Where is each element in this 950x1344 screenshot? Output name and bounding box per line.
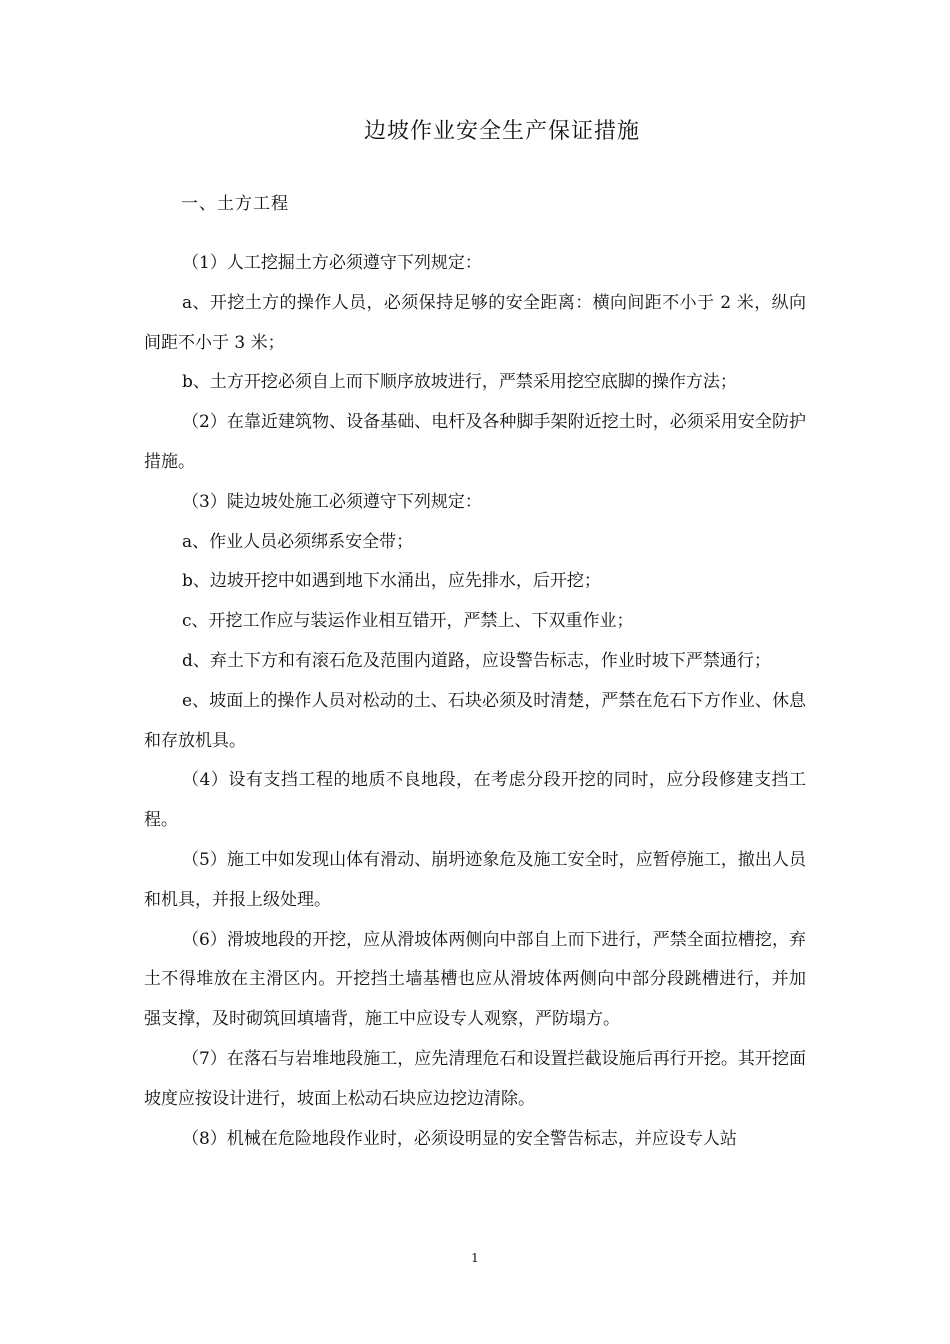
- paragraph-5: （5）施工中如发现山体有滑动、崩坍迹象危及施工安全时，应暂停施工，撤出人员和机具，并报上级处理。: [144, 849, 806, 910]
- paragraph-1b: b、土方开挖必须自上而下顺序放坡进行，严禁采用挖空底脚的操作方法；: [182, 372, 737, 393]
- paragraph-2: （2）在靠近建筑物、设备基础、电杆及各种脚手架附近挖土时，必须采用安全防护措施。: [144, 412, 806, 472]
- paragraph-7: （7）在落石与岩堆地段施工，应先清理危石和设置拦截设施后再行开挖。其开挖面坡度应按设计进行，坡面上松动石块应边挖边清除。: [144, 1048, 806, 1109]
- paragraph-6: （6）滑坡地段的开挖，应从滑坡体两侧向中部自上而下进行，严禁全面拉槽挖，弃土不得堆放在主滑区内。开挖挡土墙基槽也应从滑坡体两侧向中部分段跳槽进行，并加强支撑，及时砌筑回填墙背，施工中应设专人观察，严防塌方。: [144, 929, 806, 1030]
- body-text: [144, 244, 806, 1159]
- paragraph-4: （4）设有支挡工程的地质不良地段，在考虑分段开挖的同时，应分段修建支挡工程。: [144, 770, 806, 831]
- section-heading: 一、土方工程: [181, 194, 289, 214]
- paragraph-3e: e、坡面上的操作人员对松动的土、石块必须及时清楚，严禁在危石下方作业、休息和存放机具。: [144, 690, 806, 751]
- paragraph-3: （3）陡边坡处施工必须遵守下列规定：: [182, 491, 482, 512]
- document-title: 边坡作业安全生产保证措施: [363, 119, 640, 144]
- paragraph-8: （8）机械在危险地段作业时，必须设明显的安全警告标志，并应设专人站: [182, 1128, 737, 1149]
- paragraph-3d: d、弃土下方和有滚石危及范围内道路，应设警告标志，作业时坡下严禁通行；: [182, 650, 771, 671]
- paragraph-3a: a、作业人员必须绑系安全带；: [182, 531, 414, 552]
- paragraph-3c: c、开挖工作应与装运作业相互错开，严禁上、下双重作业；: [182, 611, 634, 632]
- paragraph-1: （1）人工挖掘土方必须遵守下列规定：: [182, 253, 482, 273]
- page-number: 1: [471, 1251, 479, 1265]
- paragraph-3b: b、边坡开挖中如遇到地下水涌出，应先排水，后开挖；: [182, 571, 601, 592]
- paragraph-1a: a、开挖土方的操作人员，必须保持足够的安全距离：横向间距不小于 2 米，纵向间距不小于 3 米；: [144, 292, 806, 353]
